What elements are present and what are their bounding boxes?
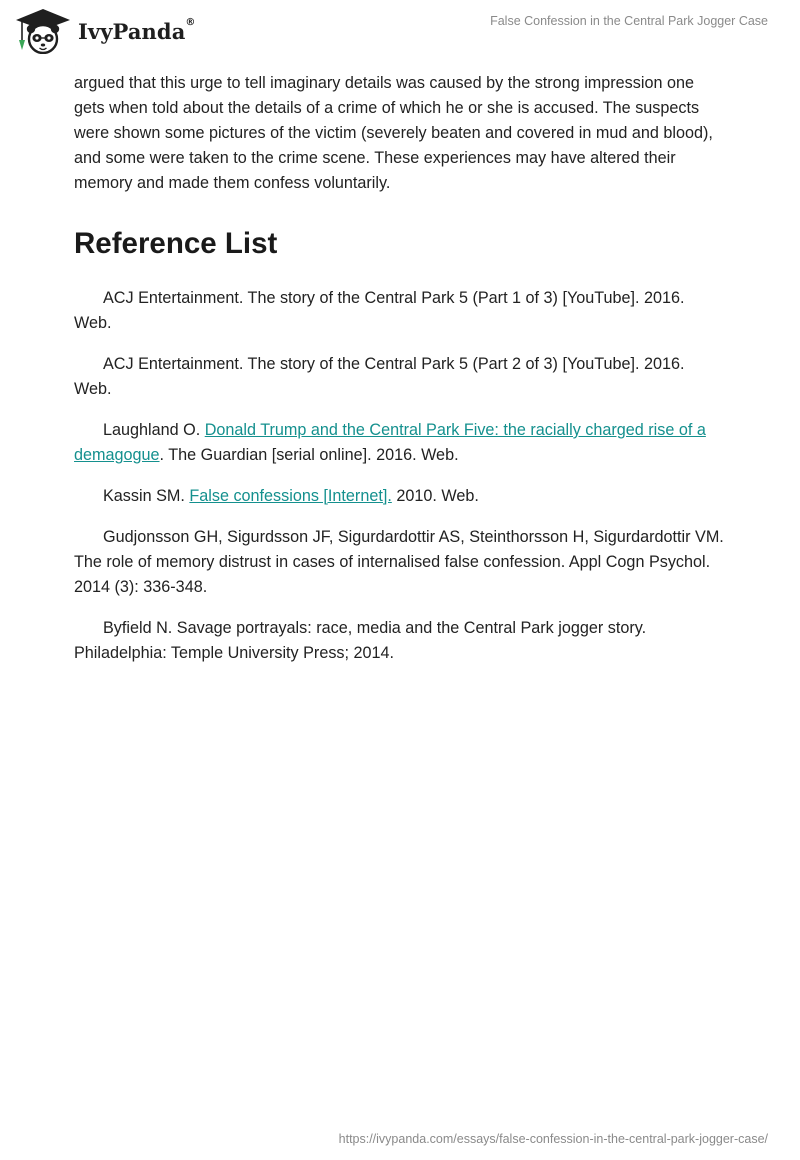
- reference-source: . The Guardian [serial online]. 2016. Web.: [159, 446, 459, 464]
- reference-link-kassin[interactable]: False confessions [Internet].: [189, 487, 392, 505]
- reference-link-guardian[interactable]: Donald Trump and the Central Park Five: the racially charged rise of a demagogue: [74, 421, 706, 464]
- reference-item: Byfield N. Savage portrayals: race, media and the Central Park jogger story. Philadelphia: Temple University Press; 2014.: [74, 619, 647, 662]
- reference-author: Laughland O.: [103, 421, 205, 439]
- document-title: False Confession in the Central Park Jogger Case: [490, 14, 768, 28]
- ivypanda-logo[interactable]: [14, 8, 196, 54]
- reference-item: Gudjonsson GH, Sigurdsson JF, Sigurdardottir AS, Steinthorsson H, Sigurdardottir VM. The role of memory distrust in cases of internalised false confession. Appl Cogn Psychol. 2014 (3): 336-348.: [74, 528, 724, 596]
- reference-list-heading: Reference List: [74, 227, 278, 260]
- panda-graduate-icon: [14, 8, 72, 54]
- brand-name: [78, 16, 196, 44]
- essay-content: [74, 71, 724, 682]
- reference-list: [74, 286, 724, 666]
- reference-source: 2010. Web.: [391, 487, 479, 505]
- body-paragraph: argued that this urge to tell imaginary details was caused by the strong impression one gets when told about the details of a crime of which he or she is accused. The suspects were shown some pictures of the victim (severely beaten and covered in mud and blood), and some were taken to the crime scene. These experiences may have altered their memory and made them confess voluntarily.: [74, 74, 713, 192]
- brand-name-text: IvyPanda: [78, 18, 186, 44]
- reference-author: Kassin SM.: [103, 487, 190, 505]
- page-header: [0, 0, 800, 64]
- reference-item: ACJ Entertainment. The story of the Central Park 5 (Part 1 of 3) [YouTube]. 2016. Web.: [74, 289, 685, 332]
- reference-item: ACJ Entertainment. The story of the Central Park 5 (Part 2 of 3) [YouTube]. 2016. Web.: [74, 355, 685, 398]
- registered-mark: ®: [185, 16, 196, 28]
- reference-item: [74, 484, 724, 509]
- reference-item: [74, 418, 724, 468]
- source-url: https://ivypanda.com/essays/false-confession-in-the-central-park-jogger-case/: [338, 1132, 768, 1146]
